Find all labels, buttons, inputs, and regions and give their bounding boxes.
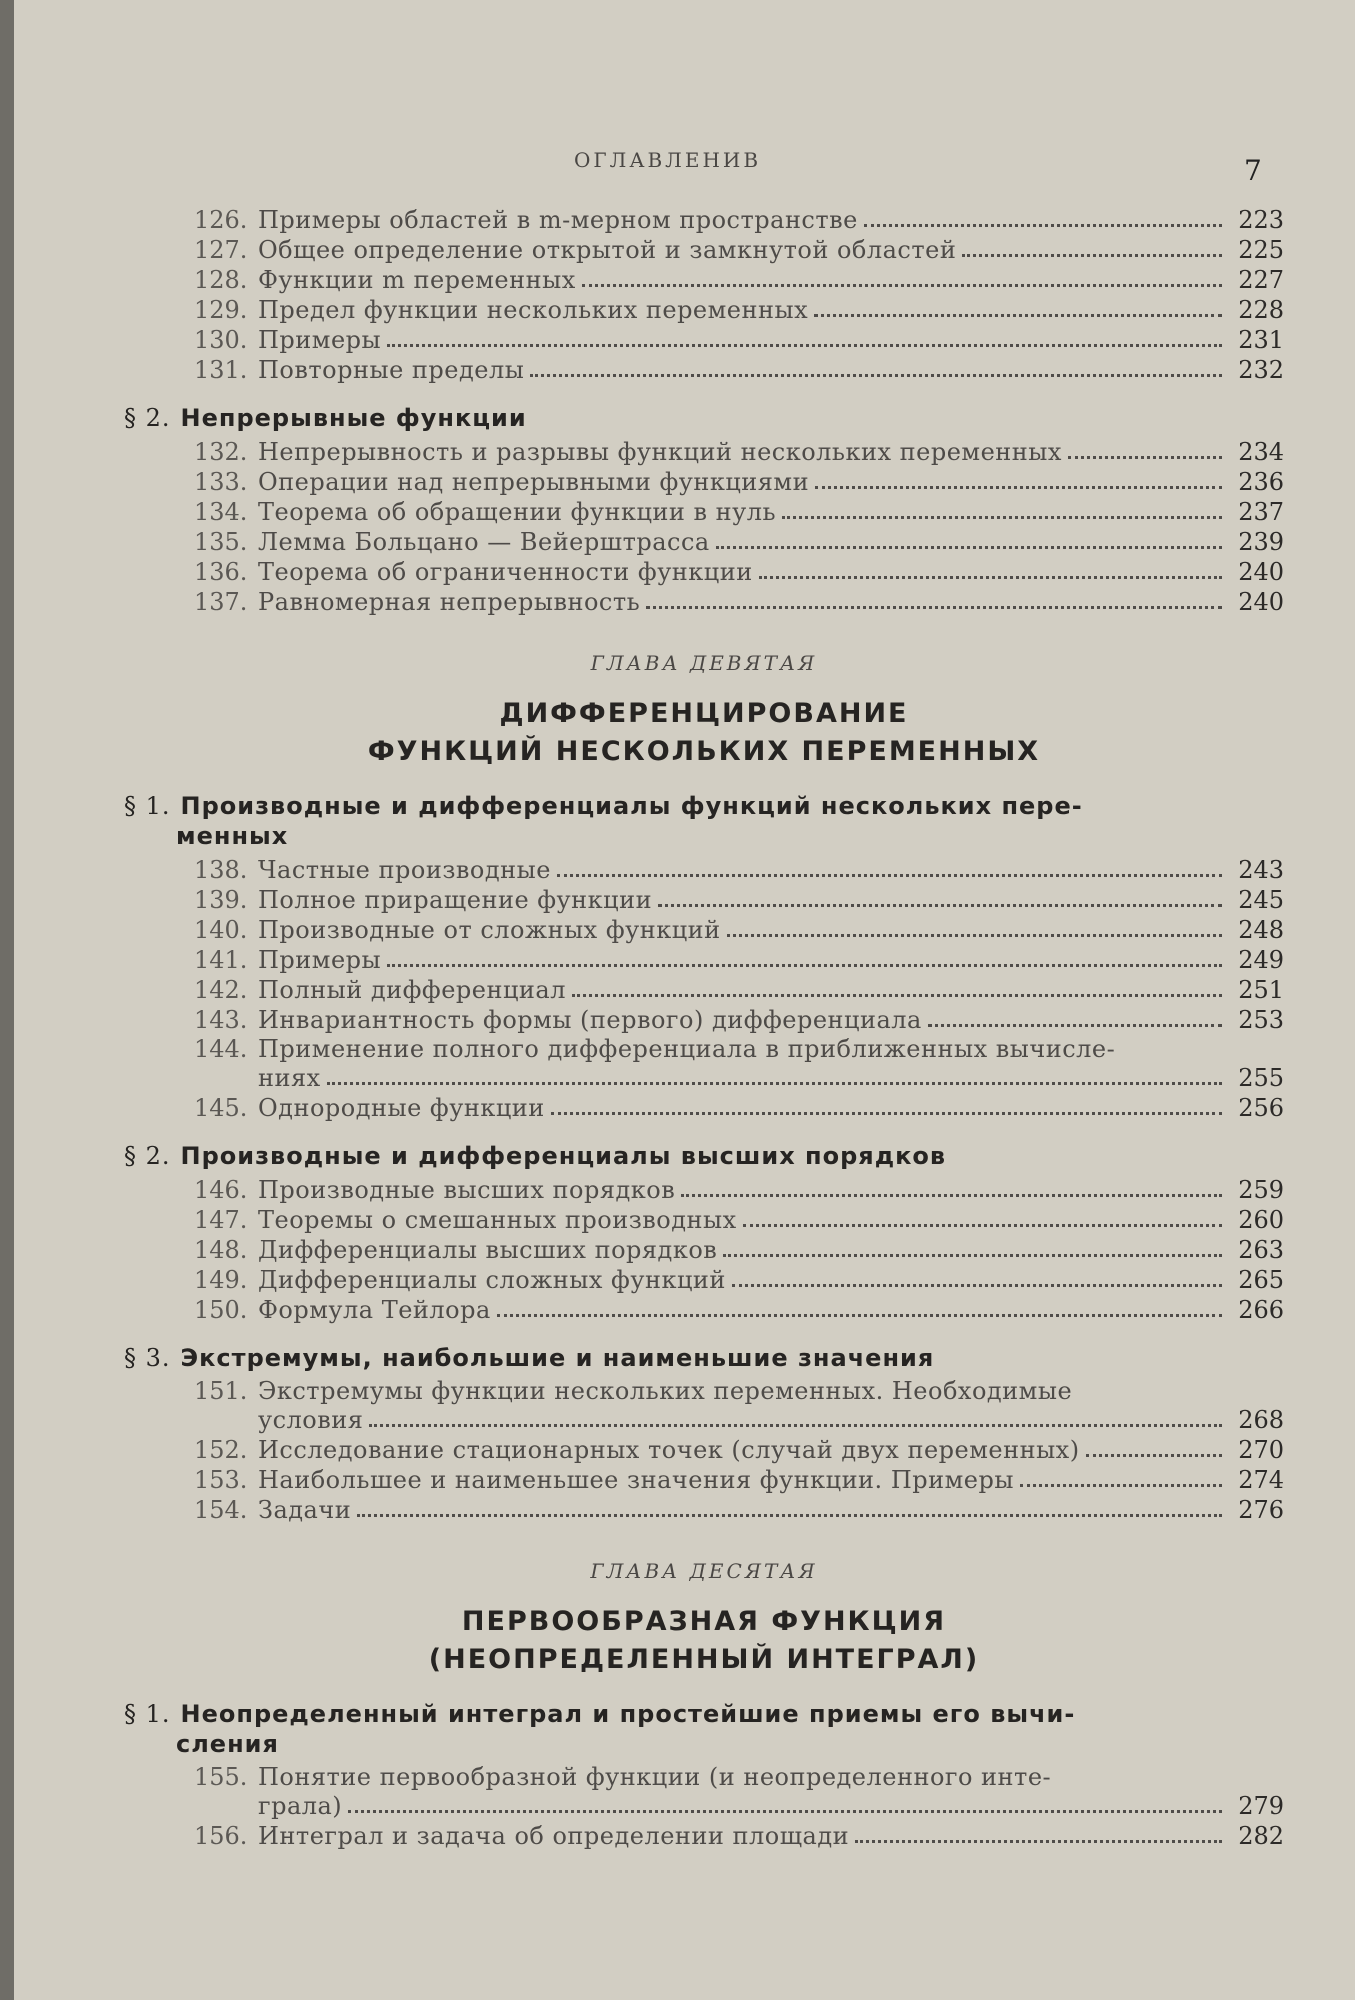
entry-title: Исследование стационарных точек (случай двух переменных) <box>258 1436 1080 1464</box>
entry-number: 147. <box>194 1206 248 1234</box>
leader-dots <box>1020 1484 1222 1487</box>
section-title: Экстремумы, наибольшие и наименьшие значения <box>180 1344 935 1372</box>
entry-number: 134. <box>194 498 248 526</box>
entry-page: 270 <box>1238 1436 1284 1464</box>
toc-entry <box>194 205 1284 235</box>
leader-dots <box>327 1082 1222 1085</box>
toc-entry <box>194 1377 1284 1405</box>
entry-number: 148. <box>194 1236 248 1264</box>
entry-title: Повторные пределы <box>258 356 525 384</box>
section-title-continuation: менных <box>176 822 289 850</box>
toc-entry <box>194 235 1284 265</box>
entry-page: 240 <box>1238 588 1284 616</box>
toc-entry <box>194 1005 1284 1035</box>
entry-page: 259 <box>1238 1176 1284 1204</box>
leader-dots <box>530 374 1222 377</box>
toc-entry-continuation <box>194 1405 1284 1435</box>
toc-entry <box>194 855 1284 885</box>
toc-entry <box>194 557 1284 587</box>
entry-title: Экстремумы функции нескольких переменных. Необходимые <box>258 1377 1073 1405</box>
leader-dots <box>727 934 1222 937</box>
entry-number: 127. <box>194 236 248 264</box>
leader-dots <box>815 486 1222 489</box>
entry-title: Частные производные <box>258 856 551 884</box>
entry-number: 131. <box>194 356 248 384</box>
chapter-title-line: (НЕОПРЕДЕЛЕННЫЙ ИНТЕГРАЛ) <box>428 1644 980 1675</box>
entry-page: 232 <box>1238 356 1284 384</box>
entry-page: 237 <box>1238 498 1284 526</box>
entry-page: 248 <box>1238 916 1284 944</box>
toc-entry <box>194 1495 1284 1525</box>
chapter-title-line: ДИФФЕРЕНЦИРОВАНИЕ <box>499 698 909 729</box>
entry-title-continuation: грала) <box>258 1792 343 1820</box>
leader-dots <box>759 576 1222 579</box>
toc-entry <box>194 467 1284 497</box>
page-number: 7 <box>1244 154 1262 187</box>
leader-dots <box>557 874 1222 877</box>
toc-entry <box>194 915 1284 945</box>
chapter-title <box>124 1603 1284 1679</box>
entry-title: Дифференциалы сложных функций <box>258 1266 726 1294</box>
section-title-continuation: сления <box>176 1730 279 1758</box>
entry-title: Наибольшее и наименьшее значения функции. Примеры <box>258 1466 1014 1494</box>
entry-title: Полный дифференциал <box>258 976 566 1004</box>
entry-number: 137. <box>194 588 248 616</box>
leader-dots <box>681 1194 1222 1197</box>
entry-page: 253 <box>1238 1006 1284 1034</box>
entry-number: 140. <box>194 916 248 944</box>
toc-entry <box>194 945 1284 975</box>
entry-title: Общее определение открытой и замкнутой областей <box>258 236 957 264</box>
leader-dots <box>1068 456 1222 459</box>
leader-dots <box>646 606 1222 609</box>
entry-number: 144. <box>194 1035 248 1063</box>
entry-page: 282 <box>1238 1822 1284 1850</box>
entry-number: 141. <box>194 946 248 974</box>
entry-page: 223 <box>1238 206 1284 234</box>
entry-page: 228 <box>1238 296 1284 324</box>
leader-dots <box>387 964 1222 967</box>
entry-number: 146. <box>194 1176 248 1204</box>
entry-number: 133. <box>194 468 248 496</box>
entry-number: 139. <box>194 886 248 914</box>
leader-dots <box>551 1112 1222 1115</box>
entry-title: Теорема об обращении функции в нуль <box>258 498 777 526</box>
entry-number: 152. <box>194 1436 248 1464</box>
section-title: Производные и дифференциалы высших порядков <box>180 1142 947 1170</box>
entry-page: 265 <box>1238 1266 1284 1294</box>
entry-number: 145. <box>194 1094 248 1122</box>
toc-entry <box>194 527 1284 557</box>
section-title: Производные и дифференциалы функций нескольких пере- <box>180 792 1083 820</box>
entry-number: 132. <box>194 438 248 466</box>
entry-title: Теорема об ограниченности функции <box>258 558 753 586</box>
section-title: Неопределенный интеграл и простейшие приемы его вычи- <box>180 1700 1076 1728</box>
toc-entry <box>194 1265 1284 1295</box>
section-number: § 1. <box>124 792 171 820</box>
entry-number: 136. <box>194 558 248 586</box>
entry-page: 255 <box>1238 1064 1284 1092</box>
entry-page: 274 <box>1238 1466 1284 1494</box>
section-number: § 2. <box>124 1142 171 1170</box>
entry-page: 276 <box>1238 1496 1284 1524</box>
entry-number: 150. <box>194 1296 248 1324</box>
entry-page: 245 <box>1238 886 1284 914</box>
entry-title: Формула Тейлора <box>258 1296 491 1324</box>
entry-page: 239 <box>1238 528 1284 556</box>
toc-entry <box>194 355 1284 385</box>
entry-title: Примеры областей в m-мерном пространстве <box>258 206 858 234</box>
entry-page: 225 <box>1238 236 1284 264</box>
entry-title: Понятие первообразной функции (и неопределенного инте- <box>258 1763 1052 1791</box>
entry-title: Производные от сложных функций <box>258 916 721 944</box>
table-of-contents <box>124 205 1284 1851</box>
entry-title: Непрерывность и разрывы функций нескольких переменных <box>258 438 1062 466</box>
entry-number: 154. <box>194 1496 248 1524</box>
section-heading <box>124 1141 1284 1171</box>
leader-dots <box>782 516 1222 519</box>
leader-dots <box>1086 1454 1222 1457</box>
entry-number: 151. <box>194 1377 248 1405</box>
entry-title: Производные высших порядков <box>258 1176 676 1204</box>
entry-title: Предел функции нескольких переменных <box>258 296 809 324</box>
entry-title: Инвариантность формы (первого) дифференциала <box>258 1006 922 1034</box>
chapter-title-line: ПЕРВООБРАЗНАЯ ФУНКЦИЯ <box>461 1606 947 1637</box>
entry-page: 263 <box>1238 1236 1284 1264</box>
entry-number: 155. <box>194 1763 248 1791</box>
entry-page: 266 <box>1238 1296 1284 1324</box>
chapter-title-line: ФУНКЦИЙ НЕСКОЛЬКИХ ПЕРЕМЕННЫХ <box>367 736 1041 767</box>
chapter-label: ГЛАВА ДЕСЯТАЯ <box>590 1559 818 1583</box>
entry-page: 243 <box>1238 856 1284 884</box>
leader-dots <box>348 1810 1222 1813</box>
toc-entry <box>194 437 1284 467</box>
leader-dots <box>716 546 1222 549</box>
leader-dots <box>814 314 1222 317</box>
section-heading <box>124 1343 1284 1373</box>
entry-title: Интеграл и задача об определении площади <box>258 1822 850 1850</box>
entry-number: 135. <box>194 528 248 556</box>
entry-page: 231 <box>1238 326 1284 354</box>
entry-page: 240 <box>1238 558 1284 586</box>
book-page <box>14 0 1355 2000</box>
entry-title: Примеры <box>258 326 382 354</box>
toc-entry <box>194 295 1284 325</box>
entry-title: Функции m переменных <box>258 266 576 294</box>
toc-entry-continuation <box>194 1063 1284 1093</box>
leader-dots <box>658 904 1222 907</box>
leader-dots <box>582 284 1222 287</box>
leader-dots <box>723 1254 1222 1257</box>
leader-dots <box>743 1224 1222 1227</box>
section-number: § 3. <box>124 1344 171 1372</box>
leader-dots <box>732 1284 1222 1287</box>
entry-page: 234 <box>1238 438 1284 466</box>
entry-page: 268 <box>1238 1406 1284 1434</box>
entry-title: Задачи <box>258 1496 352 1524</box>
entry-number: 153. <box>194 1466 248 1494</box>
toc-entry <box>194 1763 1284 1791</box>
section-number: § 2. <box>124 404 171 432</box>
entry-title: Однородные функции <box>258 1094 545 1122</box>
chapter-title <box>124 695 1284 771</box>
toc-entry <box>194 1205 1284 1235</box>
leader-dots <box>497 1314 1222 1317</box>
toc-entry <box>194 265 1284 295</box>
entry-title: Теоремы о смешанных производных <box>258 1206 737 1234</box>
toc-entry <box>194 1295 1284 1325</box>
toc-entry <box>194 1093 1284 1123</box>
entry-page: 249 <box>1238 946 1284 974</box>
toc-entry <box>194 1235 1284 1265</box>
entry-page: 256 <box>1238 1094 1284 1122</box>
leader-dots <box>864 224 1222 227</box>
leader-dots <box>572 994 1222 997</box>
leader-dots <box>855 1840 1222 1843</box>
leader-dots <box>928 1024 1222 1027</box>
entry-number: 130. <box>194 326 248 354</box>
entry-number: 149. <box>194 1266 248 1294</box>
toc-entry <box>194 1821 1284 1851</box>
entry-number: 138. <box>194 856 248 884</box>
entry-page: 236 <box>1238 468 1284 496</box>
toc-entry <box>194 1435 1284 1465</box>
chapter-label: ГЛАВА ДЕВЯТАЯ <box>590 651 818 675</box>
entry-title: Операции над непрерывными функциями <box>258 468 810 496</box>
section-number: § 1. <box>124 1700 171 1728</box>
entry-number: 129. <box>194 296 248 324</box>
toc-entry <box>194 1175 1284 1205</box>
entry-number: 126. <box>194 206 248 234</box>
section-title: Непрерывные функции <box>180 404 527 432</box>
entry-title-continuation: условия <box>258 1406 364 1434</box>
toc-entry <box>194 975 1284 1005</box>
toc-entry <box>194 1035 1284 1063</box>
entry-page: 251 <box>1238 976 1284 1004</box>
entry-title: Применение полного дифференциала в приближенных вычисле- <box>258 1035 1116 1063</box>
toc-entry <box>194 497 1284 527</box>
entry-title: Полное приращение функции <box>258 886 653 914</box>
section-heading <box>124 1699 1284 1759</box>
entry-page: 227 <box>1238 266 1284 294</box>
entry-title: Примеры <box>258 946 382 974</box>
entry-title: Лемма Больцано — Вейерштрасса <box>258 528 710 556</box>
entry-title: Равномерная непрерывность <box>258 588 641 616</box>
toc-entry <box>194 325 1284 355</box>
leader-dots <box>387 344 1222 347</box>
toc-entry <box>194 1465 1284 1495</box>
leader-dots <box>357 1514 1222 1517</box>
toc-entry <box>194 587 1284 617</box>
entry-number: 142. <box>194 976 248 1004</box>
book-spine-shadow <box>0 0 14 2000</box>
section-heading <box>124 403 1284 433</box>
leader-dots <box>369 1424 1222 1427</box>
entry-number: 128. <box>194 266 248 294</box>
entry-number: 156. <box>194 1822 248 1850</box>
entry-title: Дифференциалы высших порядков <box>258 1236 718 1264</box>
leader-dots <box>962 254 1222 257</box>
entry-number: 143. <box>194 1006 248 1034</box>
toc-entry-continuation <box>194 1791 1284 1821</box>
running-head: ОГЛАВЛЕНИВ <box>574 148 762 172</box>
entry-page: 260 <box>1238 1206 1284 1234</box>
toc-entry <box>194 885 1284 915</box>
entry-title-continuation: ниях <box>258 1064 321 1092</box>
entry-page: 279 <box>1238 1792 1284 1820</box>
section-heading <box>124 791 1284 851</box>
